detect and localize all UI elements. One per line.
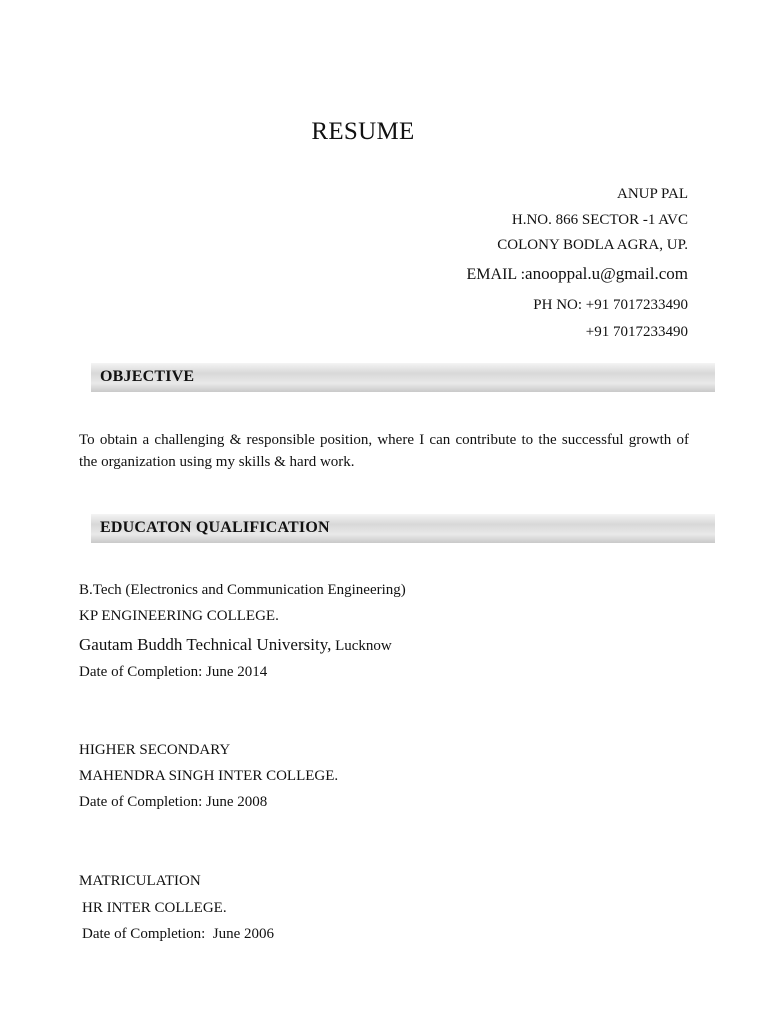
education-institution: KP ENGINEERING COLLEGE. <box>79 608 279 624</box>
contact-phone: PH NO: +91 7017233490 <box>533 297 688 313</box>
education-completion-date: Date of Completion: June 2006 <box>82 926 275 942</box>
education-heading: EDUCATON QUALIFICATION <box>100 519 330 536</box>
contact-address-line1: H.NO. 866 SECTOR -1 AVC <box>511 212 688 228</box>
education-completion-date: Date of Completion: June 2008 <box>79 794 268 810</box>
contact-email <box>467 264 688 284</box>
education-institution: MAHENDRA SINGH INTER COLLEGE. <box>79 768 339 784</box>
contact-address-line2: COLONY BODLA AGRA, UP. <box>497 237 688 253</box>
education-completion-date: Date of Completion: June 2014 <box>79 664 268 680</box>
resume-title: RESUME <box>311 118 415 145</box>
education-section-header <box>91 514 715 543</box>
objective-heading: OBJECTIVE <box>100 368 195 385</box>
email-value: anooppal.u@gmail.com <box>525 264 688 283</box>
contact-phone-alt: +91 7017233490 <box>585 324 688 340</box>
education-degree: MATRICULATION <box>79 873 201 889</box>
contact-name: ANUP PAL <box>617 186 688 202</box>
education-degree: HIGHER SECONDARY <box>79 742 231 758</box>
education-institution: HR INTER COLLEGE. <box>82 900 227 916</box>
email-label: EMAIL : <box>466 266 526 283</box>
education-degree: B.Tech (Electronics and Communication Engineering) <box>79 582 406 598</box>
university-city: Lucknow <box>331 638 392 654</box>
university-name: Gautam Buddh Technical University, <box>79 635 332 654</box>
objective-section-header <box>91 363 715 392</box>
education-university <box>79 635 392 655</box>
objective-text: To obtain a challenging & responsible position, where I can contribute to the successful growth of the organization using my skills & hard work. <box>79 432 689 470</box>
